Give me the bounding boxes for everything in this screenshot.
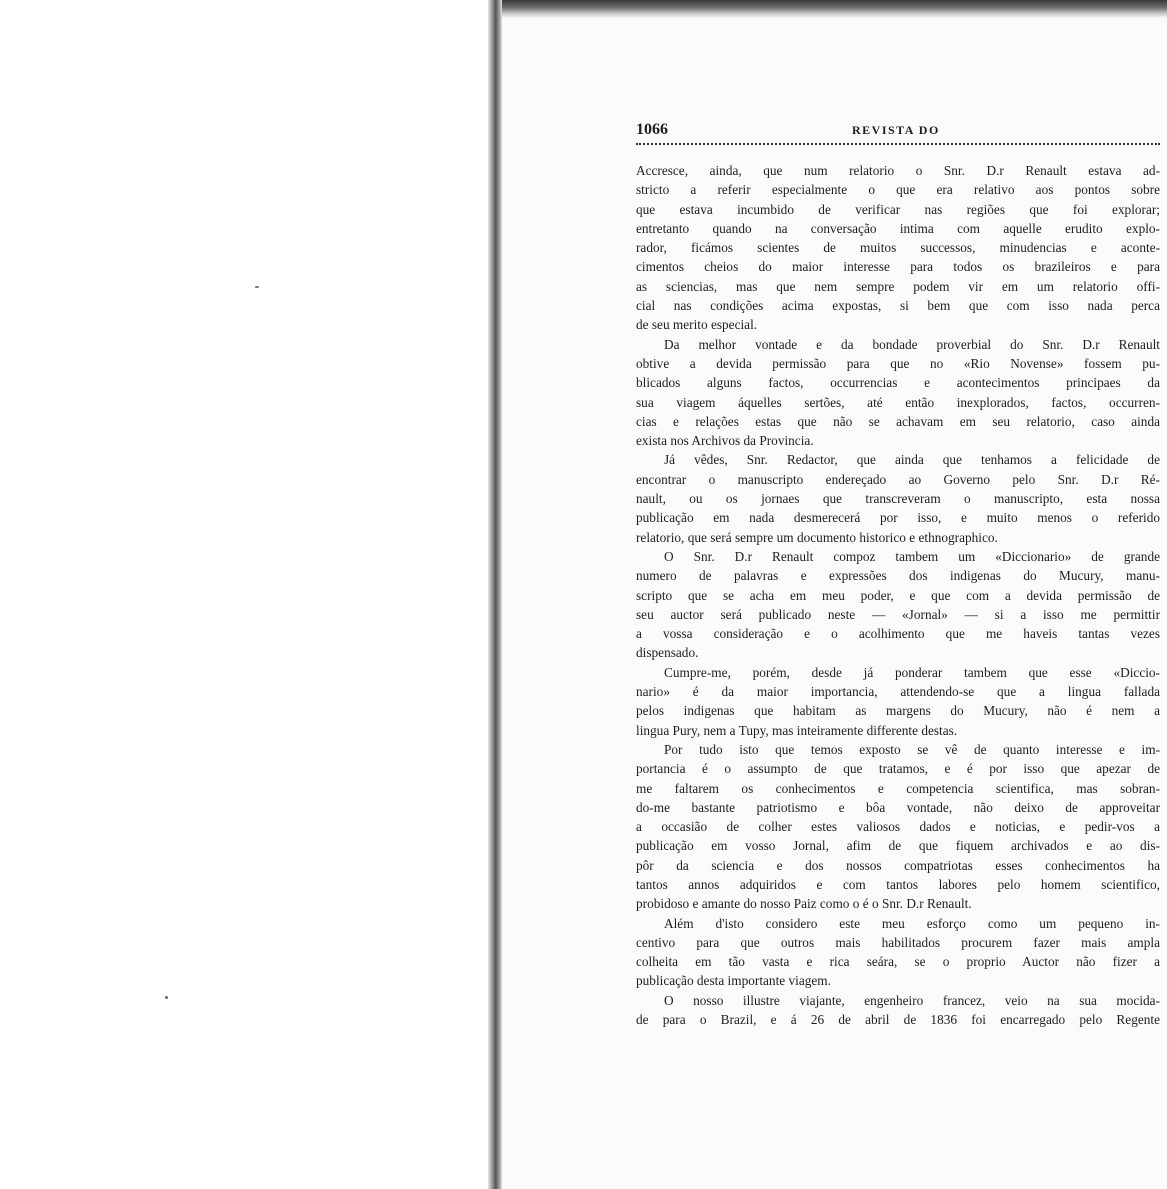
text-line: seu auctor será publicado neste — «Jornal» — si a isso me permittir [636,606,1160,622]
text-line: exista nos Archivos da Provincia. [636,433,814,449]
text-line: blicados alguns factos, occurrencias e acontecimentos principaes da [636,375,1160,391]
text-line: a vossa consideração e o acolhimento que me haveis tantas vezes [636,626,1160,642]
text-line: de para o Brazil, e á 26 de abril de 1836 foi encarregado pelo Regente [636,1012,1160,1028]
text-line: publicação em nada desmerecerá por isso, e muito menos o referido [636,510,1160,526]
binding-gutter [488,0,502,1189]
text-line: entretanto quando na conversação intima com aquelle erudito explo- [636,220,1160,236]
paragraph [636,161,1160,335]
page-top-edge-shadow [502,0,1167,18]
text-line: publicação em vosso Jornal, afim de que fiquem archivados e ao dis- [636,838,1160,854]
header-rule [636,143,1160,145]
text-line: tantos annos adquiridos e com tantos labores pelo homem scientifico, [636,876,1160,892]
text-line: Da melhor vontade e da bondade proverbial do Snr. D.r Renault [664,336,1160,352]
paragraph [636,547,1160,663]
text-line: que estava incumbido de verificar nas regiões que foi explorar; [636,201,1160,217]
text-line: rador, ficámos scientes de muitos successos, minudencias e aconte- [636,240,1160,256]
paper-speck [165,996,168,999]
paragraph [636,914,1160,991]
text-line: a occasião de colher estes valiosos dados e noticias, e pedir-vos a [636,819,1160,835]
text-line: cimentos cheios do maior interesse para todos os brazileiros e para [636,259,1160,275]
text-line: scripto que se acha em meu poder, e que com a devida permissão de [636,587,1160,603]
text-line: lingua Pury, nem a Tupy, mas inteiramente differente destas. [636,722,958,738]
text-line: portancia é o assumpto de que tratamos, e é por isso que apezar de [636,761,1160,777]
text-line: O Snr. D.r Renault compoz tambem um «Diccionario» de grande [664,548,1160,564]
text-line: O nosso illustre viajante, engenheiro francez, veio na sua mocida- [664,992,1160,1008]
text-line: Por tudo isto que temos exposto se vê de quanto interesse e im- [664,741,1160,757]
text-line: colheita em tão vasta e rica seára, se o proprio Auctor não fizer a [636,954,1160,970]
text-line: obtive a devida permissão para que no «Rio Novense» fossem pu- [636,355,1160,371]
paragraph [636,991,1160,1030]
paragraph [636,663,1160,740]
text-line: numero de palavras e expressões dos indigenas do Mucury, manu- [636,568,1160,584]
running-head: REVISTA DO [852,123,940,137]
article-body [636,161,1160,1029]
text-line: Accresce, ainda, que num relatorio o Snr. D.r Renault estava ad- [636,163,1160,178]
paragraph [636,335,1160,451]
text-line: pôr da sciencia e dos nossos compatriotas esses conhecimentos ha [636,857,1160,873]
text-line: Além d'isto considero este meu esforço como um pequeno in- [664,915,1160,931]
paragraph [636,450,1160,546]
text-line: probidoso e amante do nosso Paiz como o é o Snr. D.r Renault. [636,896,972,912]
paragraph [636,740,1160,914]
text-line: cial nas condições acima expostas, si bem que com isso nada perca [636,298,1160,314]
page-header [636,121,1160,141]
left-blank-page [0,0,488,1189]
text-line: Já vêdes, Snr. Redactor, que ainda que tenhamos a felicidade de [664,452,1160,468]
text-line: Cumpre-me, porém, desde já ponderar tambem que esse «Diccio- [664,664,1160,680]
text-line: publicação desta importante viagem. [636,973,831,989]
text-line: as sciencias, mas que nem sempre podem vir em um relatorio offi- [636,278,1160,294]
text-line: relatorio, que será sempre um documento historico e ethnographico. [636,529,998,545]
text-line: encontrar o manuscripto endereçado ao Governo pelo Snr. D.r Ré- [636,471,1160,487]
text-line: sua viagem áquelles sertões, até então inexplorados, factos, occurren- [636,394,1160,410]
text-line: dispensado. [636,645,699,661]
text-line: de seu merito especial. [636,317,758,333]
text-line: me faltarem os conhecimentos e competencia scientifica, mas sobran- [636,780,1160,796]
text-line: nario» é da maior importancia, attendendo-se que a lingua fallada [636,684,1160,700]
page-number: 1066 [636,121,668,138]
text-line: stricto a referir especialmente o que era relativo aos pontos sobre [636,182,1160,198]
paper-speck [255,286,259,288]
text-line: pelos indigenas que habitam as margens do Mucury, não é nem a [636,703,1160,719]
text-line: do-me bastante patriotismo e bôa vontade, não deixo de approveitar [636,799,1160,815]
text-line: cias e relações estas que não se achavam em seu relatorio, caso ainda [636,413,1160,429]
text-line: nault, ou os jornaes que transcreveram o manuscripto, esta nossa [636,491,1160,507]
text-line: centivo para que outros mais habilitados procurem fazer mais ampla [636,934,1160,950]
